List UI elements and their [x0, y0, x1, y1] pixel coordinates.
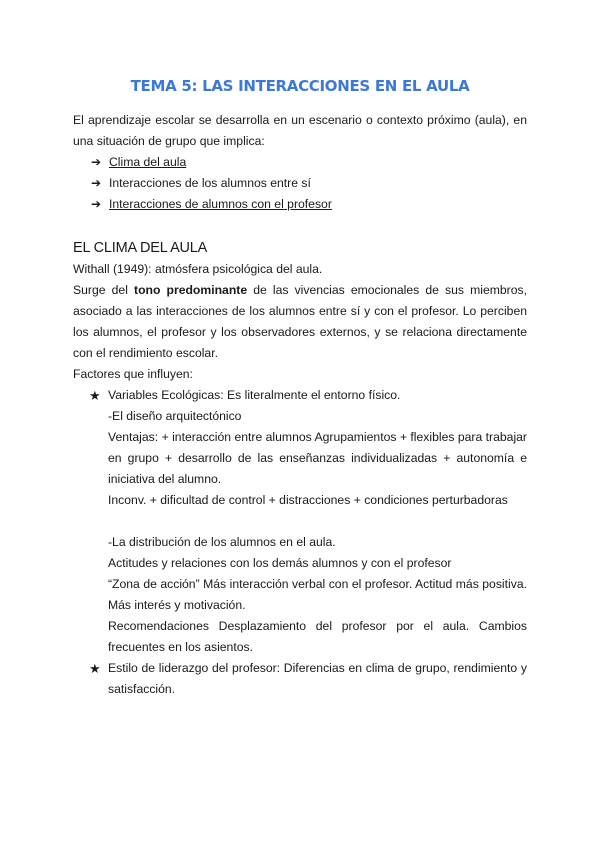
arrow-icon: ➔ — [91, 155, 102, 169]
bullet-estilo-liderazgo: Estilo de liderazgo del profesor: Diferencias en clima de grupo, rendimiento y satisfacción. — [108, 661, 527, 696]
arrow-icon: ➔ — [91, 197, 102, 211]
star-icon: ★ — [89, 388, 101, 403]
list-item-clima: Clima del aula — [109, 155, 187, 169]
intro-paragraph: El aprendizaje escolar se desarrolla en un escenario o contexto próximo (aula), en una situación de grupo que implica: — [73, 113, 527, 148]
actitudes-line: Actitudes y relaciones con los demás alumnos y con el profesor — [108, 556, 452, 570]
zona-paragraph: “Zona de acción” Más interacción verbal con el profesor. Actitud más positiva. Más interés y motivación. — [108, 577, 527, 612]
bullet-variables-ecologicas: Variables Ecológicas: Es literalmente el entorno físico. — [108, 388, 401, 402]
distribucion-line: -La distribución de los alumnos en el aula. — [108, 535, 336, 549]
section-heading: EL CLIMA DEL AULA — [73, 240, 208, 256]
recomendaciones-paragraph: Recomendaciones Desplazamiento del profesor por el aula. Cambios frecuentes en los asientos. — [108, 619, 527, 654]
ventajas-paragraph: Ventajas: + interacción entre alumnos Agrupamientos + flexibles para trabajar en grupo + desarrollo de las enseñanzas individualizadas + autonomía e iniciativa del alumno. — [108, 430, 527, 486]
factores-line: Factores que influyen: — [73, 367, 193, 381]
star-icon: ★ — [89, 661, 101, 676]
surge-paragraph — [73, 280, 527, 364]
arrow-icon: ➔ — [91, 176, 102, 190]
surge-bold: tono predominante — [134, 283, 248, 297]
page-title: TEMA 5: LAS INTERACCIONES EN EL AULA — [130, 77, 470, 95]
withall-line: Withall (1949): atmósfera psicológica del aula. — [73, 262, 323, 276]
diseno-line: -El diseño arquitectónico — [108, 409, 242, 423]
list-item-interacciones-alumnos: Interacciones de los alumnos entre sí — [109, 176, 311, 190]
surge-post: de las vivencias emocionales de sus miembros, asociado a las interacciones de los alumnos entre sí y con el profesor. Lo perciben los alumnos, el profesor y los observadores externos, y se relaciona directamente con el rendimiento escolar. — [73, 283, 527, 360]
surge-pre: Surge del — [73, 283, 135, 297]
inconv-line: Inconv. + dificultad de control + distracciones + condiciones perturbadoras — [108, 493, 508, 507]
list-item-interacciones-profesor: Interacciones de alumnos con el profesor — [109, 197, 332, 211]
